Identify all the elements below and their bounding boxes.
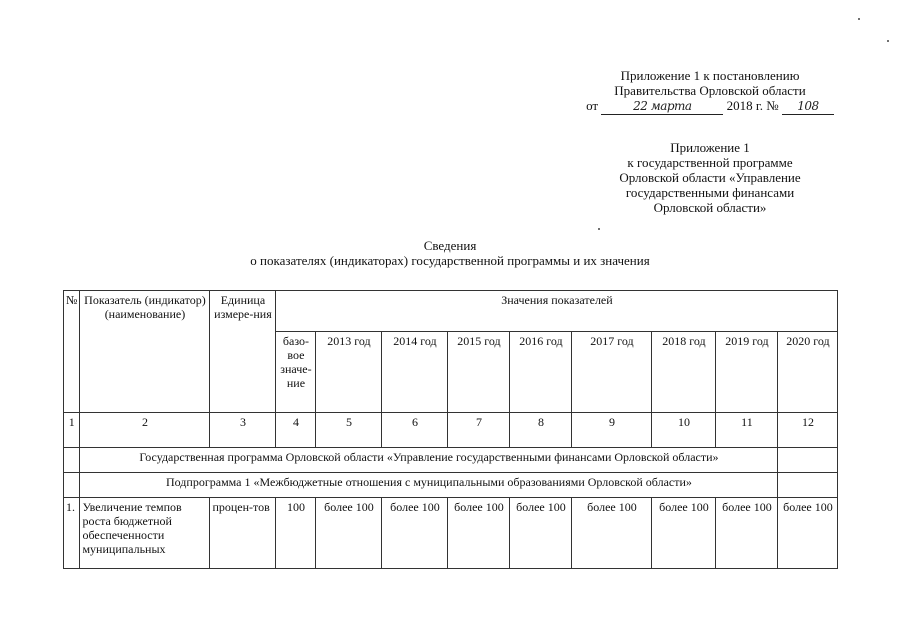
subcol-header: 2016 год bbox=[510, 332, 572, 413]
column-number: 10 bbox=[652, 413, 716, 448]
subprogram-row bbox=[64, 473, 838, 498]
table-row bbox=[64, 498, 838, 569]
appendix-line-2: Правительства Орловской области bbox=[614, 83, 806, 98]
sub-line-1: Приложение 1 bbox=[670, 140, 750, 155]
appendix-header bbox=[575, 68, 845, 115]
year-suffix: г. № bbox=[755, 98, 779, 113]
col-header-unit: Единица измере-ния bbox=[210, 291, 276, 413]
row-value: более 100 bbox=[448, 498, 510, 569]
subcol-header: 2017 год bbox=[572, 332, 652, 413]
subcol-header: базо-вое значе-ние bbox=[276, 332, 316, 413]
handwritten-number: 108 bbox=[782, 99, 834, 115]
column-number: 8 bbox=[510, 413, 572, 448]
empty-cell bbox=[64, 448, 80, 473]
row-value: более 100 bbox=[572, 498, 652, 569]
col-header-values: Значения показателей bbox=[276, 291, 838, 332]
indicators-table bbox=[63, 290, 838, 569]
column-number: 4 bbox=[276, 413, 316, 448]
header-row-1 bbox=[64, 291, 838, 332]
subprogram-title: Подпрограмма 1 «Межбюджетные отношения с муниципальными образованиями Орловской области» bbox=[80, 473, 778, 498]
empty-cell bbox=[778, 473, 838, 498]
column-number: 1 bbox=[64, 413, 80, 448]
title-line-1: Сведения bbox=[423, 238, 477, 253]
row-value: более 100 bbox=[716, 498, 778, 569]
resolution-date-line bbox=[575, 98, 845, 115]
column-number: 11 bbox=[716, 413, 778, 448]
row-value: более 100 bbox=[778, 498, 838, 569]
empty-cell bbox=[64, 473, 80, 498]
col-header-num: № bbox=[64, 291, 80, 413]
scan-speck bbox=[598, 228, 600, 230]
sub-line-3: Орловской области «Управление bbox=[619, 170, 801, 185]
row-value: более 100 bbox=[652, 498, 716, 569]
sub-line-2: к государственной программе bbox=[627, 155, 793, 170]
column-number: 12 bbox=[778, 413, 838, 448]
subcol-header: 2013 год bbox=[316, 332, 382, 413]
from-label: от bbox=[586, 98, 599, 113]
subcol-header: 2015 год bbox=[448, 332, 510, 413]
column-number: 5 bbox=[316, 413, 382, 448]
column-number-row bbox=[64, 413, 838, 448]
handwritten-date: 22 марта bbox=[601, 99, 723, 115]
column-number: 2 bbox=[80, 413, 210, 448]
row-number: 1. bbox=[64, 498, 80, 569]
sub-line-4: государственными финансами bbox=[625, 185, 795, 200]
document-title bbox=[120, 238, 780, 268]
year-text: 2018 bbox=[726, 98, 753, 113]
column-number: 7 bbox=[448, 413, 510, 448]
row-value: более 100 bbox=[510, 498, 572, 569]
subcol-header: 2018 год bbox=[652, 332, 716, 413]
row-value: 100 bbox=[276, 498, 316, 569]
subcol-header: 2014 год bbox=[382, 332, 448, 413]
appendix-sub-header bbox=[585, 140, 835, 215]
column-number: 6 bbox=[382, 413, 448, 448]
subcol-header: 2019 год bbox=[716, 332, 778, 413]
scan-speck bbox=[858, 18, 860, 20]
row-value: более 100 bbox=[382, 498, 448, 569]
scan-speck bbox=[887, 40, 889, 42]
row-unit: процен-тов bbox=[210, 498, 276, 569]
column-number: 9 bbox=[572, 413, 652, 448]
empty-cell bbox=[778, 448, 838, 473]
appendix-line-1: Приложение 1 к постановлению bbox=[620, 68, 800, 83]
subcol-header: 2020 год bbox=[778, 332, 838, 413]
sub-line-5: Орловской области» bbox=[653, 200, 767, 215]
program-row bbox=[64, 448, 838, 473]
title-line-2: о показателях (индикаторах) государственной программы и их значения bbox=[250, 253, 650, 268]
col-header-indicator: Показатель (индикатор) (наименование) bbox=[80, 291, 210, 413]
row-indicator: Увеличение темпов роста бюджетной обеспеченности муниципальных bbox=[80, 498, 210, 569]
column-number: 3 bbox=[210, 413, 276, 448]
program-title: Государственная программа Орловской области «Управление государственными финансами Орловской области» bbox=[80, 448, 778, 473]
row-value: более 100 bbox=[316, 498, 382, 569]
